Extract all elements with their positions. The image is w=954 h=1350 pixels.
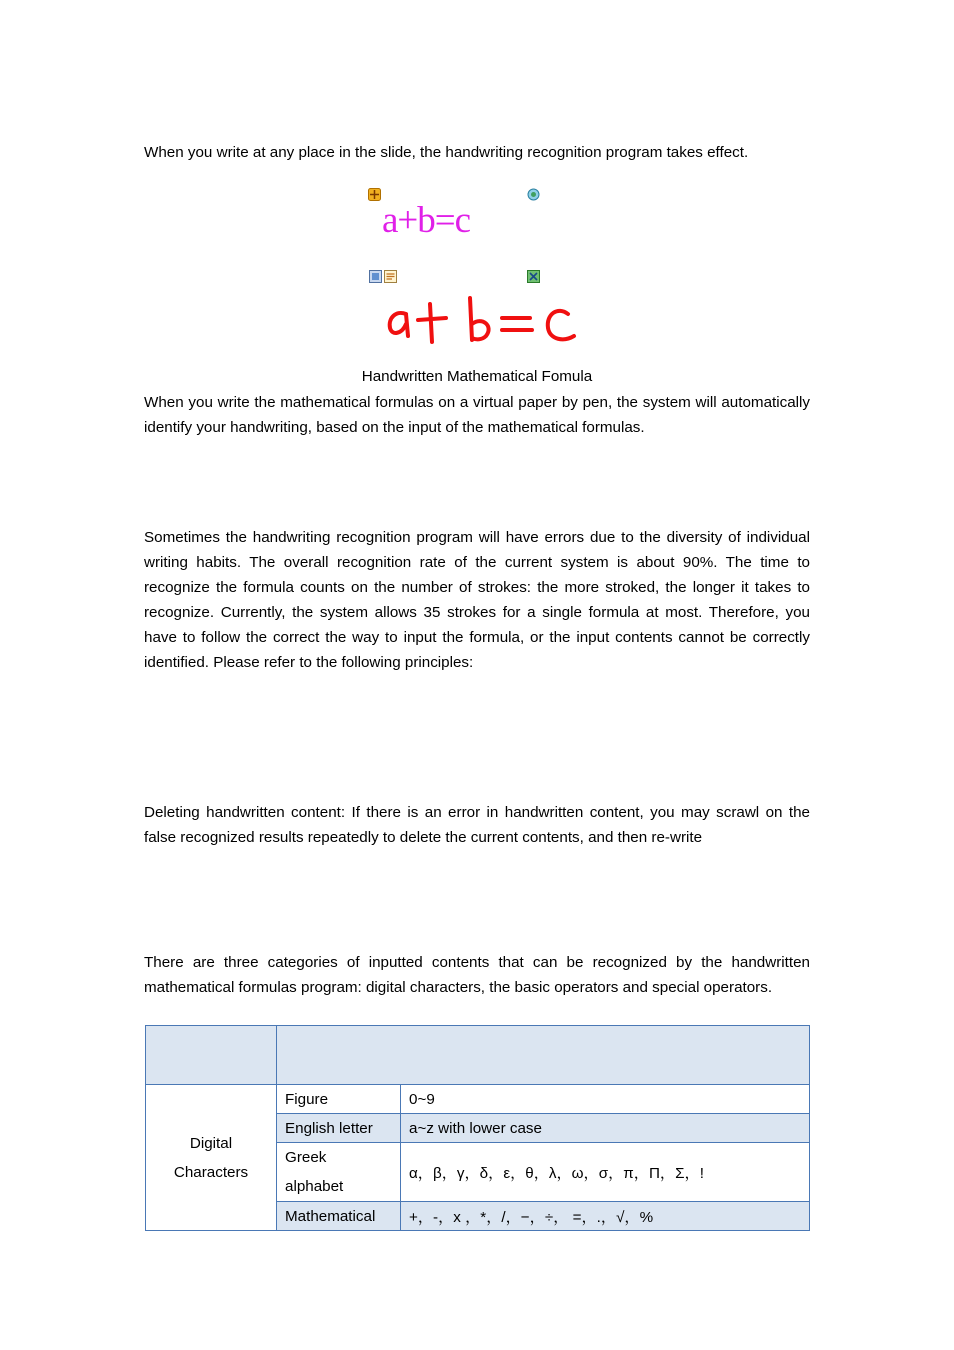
type-label-line1: Greek — [285, 1149, 327, 1166]
table-header-row — [146, 1026, 810, 1085]
header-cell-category — [146, 1026, 277, 1085]
type-cell: Mathematical — [277, 1202, 401, 1231]
content-cell: +，-，x ，*，/，−，÷， =，.，√，% — [401, 1202, 810, 1231]
intro-paragraph: When you write at any place in the slide, the handwriting recognition program takes effect. — [144, 144, 749, 161]
resize-icon[interactable] — [527, 270, 540, 283]
header-cell-content — [277, 1026, 810, 1085]
type-label-line2: alphabet — [285, 1178, 344, 1195]
paragraph-deleting: Deleting handwritten content: If there is an error in handwritten content, you may scrawl on the false recognized results repeatedly to delete the current contents, and then re-write — [144, 804, 810, 846]
type-cell: Figure — [277, 1085, 401, 1114]
paragraph-recognition: When you write the mathematical formulas on a virtual paper by pen, the system will automatically identify your handwriting, based on the input of the mathematical formulas. — [144, 394, 810, 436]
rotate-icon[interactable] — [527, 188, 540, 201]
content-cell: 0~9 — [401, 1085, 810, 1114]
content-cell: a~z with lower case — [401, 1114, 810, 1143]
handwritten-formula — [382, 294, 582, 354]
categories-table — [145, 1025, 810, 1231]
paragraph-categories: There are three categories of inputted contents that can be recognized by the handwritten mathematical formulas program: digital characters, the basic operators and special operators. — [144, 954, 810, 996]
type-cell: English letter — [277, 1114, 401, 1143]
content-cell: α，β，γ，δ，ε，θ，λ，ω，σ，π，Π，Σ，! — [401, 1143, 810, 1202]
type-cell — [277, 1143, 401, 1202]
edit-icon[interactable] — [384, 270, 397, 283]
format-icon[interactable] — [369, 270, 382, 283]
figure-caption: Handwritten Mathematical Fomula — [361, 368, 593, 385]
paragraph-errors: Sometimes the handwriting recognition program will have errors due to the diversity of individual writing habits. The overall recognition rate of the current system is about 90%. The time to recognize the formula counts on the number of strokes: the more stroked, the longer it takes to recognize. Currently, the system allows 35 strokes for a single formula at most. Therefore, you have to follow the correct the way to input the formula, or the input contents cannot be correctly identified. Please refer to the following principles: — [144, 529, 810, 671]
category-label-line2: Characters — [173, 1163, 249, 1181]
recognized-formula: a+b=c — [382, 200, 471, 241]
category-cell — [146, 1085, 277, 1231]
table-row — [146, 1085, 810, 1114]
category-label-line1: Digital — [189, 1134, 233, 1152]
handwriting-figure — [360, 182, 600, 357]
move-icon[interactable] — [368, 188, 381, 201]
